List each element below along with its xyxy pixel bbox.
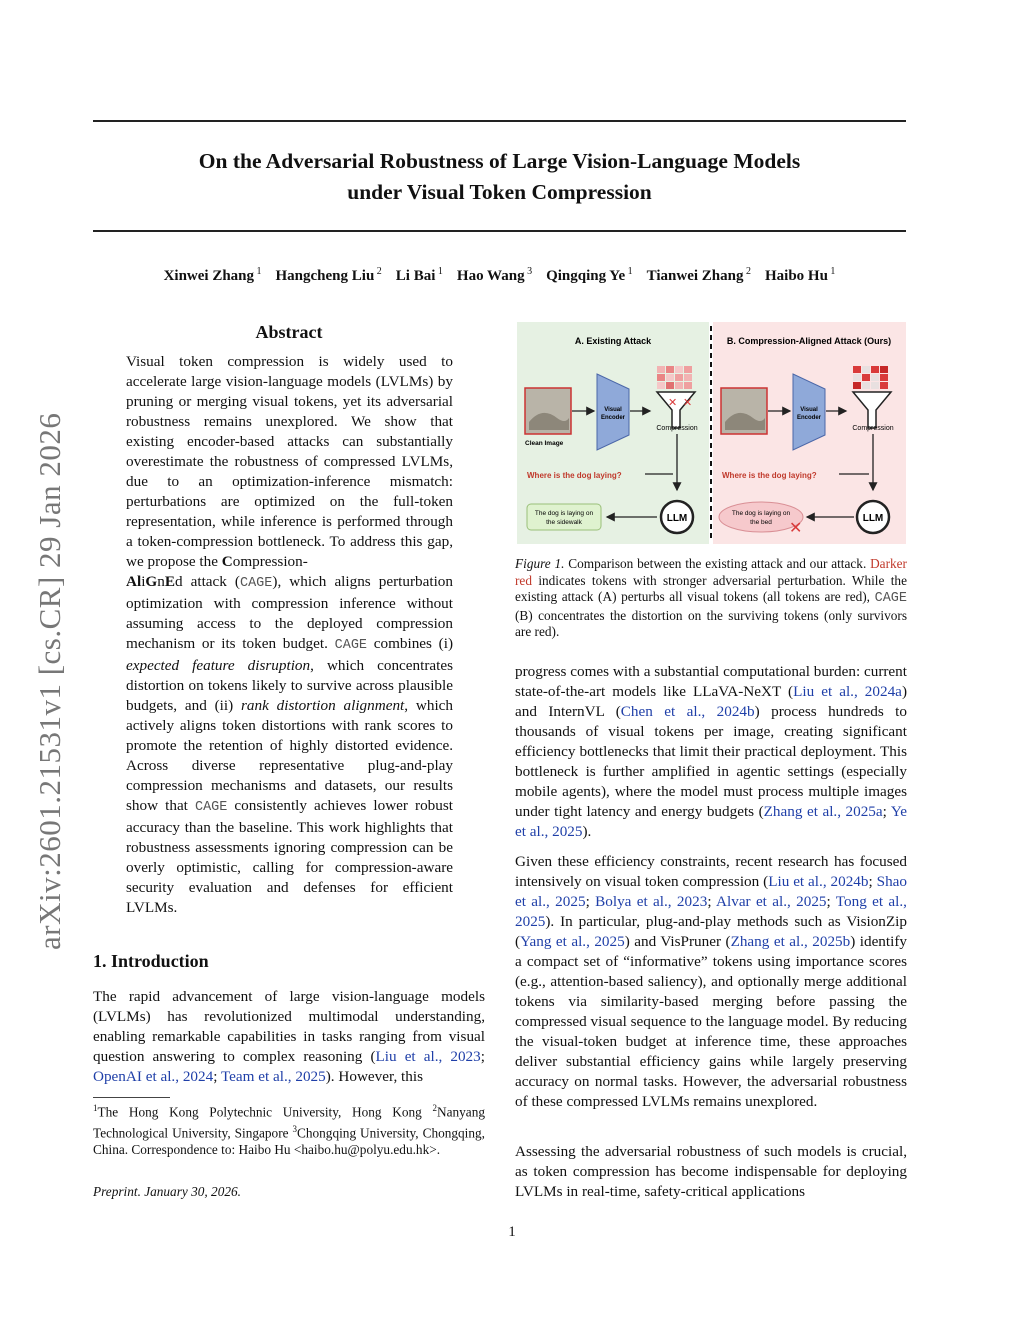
token-cell: [862, 366, 870, 373]
author-affiliation: 1: [625, 266, 633, 277]
preprint-note: Preprint. January 30, 2026.: [93, 1184, 241, 1199]
citation-link[interactable]: Zhang et al., 2025b: [730, 933, 851, 950]
question-text: Where is the dog laying?: [527, 471, 622, 480]
token-cell: [871, 382, 879, 389]
token-cell: [880, 374, 888, 381]
token-cell: [666, 382, 674, 389]
token-cell: [853, 366, 861, 373]
llm-label: LLM: [862, 513, 884, 524]
encoder-label: Visual: [604, 407, 622, 413]
token-cell: [657, 382, 665, 389]
answer-box-a: [527, 504, 601, 530]
page-number: 1: [508, 1224, 516, 1240]
cross-icon: ✕: [668, 397, 678, 409]
token-cell: [675, 382, 683, 389]
author-name: Xinwei Zhang $^1$: [163, 266, 262, 284]
token-cell: [853, 374, 861, 381]
encoder-label: Encoder: [796, 415, 822, 421]
llm-label: LLM: [666, 513, 688, 524]
right-paragraph-3: Assessing the adversarial robustness of such models is crucial, as token compression has become indispensable for deploying LVLMs in real-time, safety-critical applications: [515, 1143, 907, 1200]
compression-label: Compression: [852, 425, 894, 432]
token-cell: [853, 382, 861, 389]
author-list: [93, 266, 906, 285]
author-affiliation: 3: [524, 266, 533, 277]
token-cell: [684, 382, 692, 389]
author-name: Haibo Hu $^1$: [764, 266, 836, 284]
token-cell: [880, 382, 888, 389]
token-cell: [862, 382, 870, 389]
author-name: Li Bai $^1$: [395, 266, 443, 284]
title-top-rule: [93, 120, 906, 122]
author-affiliation: 2: [374, 266, 382, 277]
panel-a-title: A. Existing Attack: [574, 336, 652, 346]
token-cell: [666, 366, 674, 373]
token-cell: [880, 366, 888, 373]
citation-link[interactable]: Bolya et al., 2023: [595, 893, 708, 910]
answer-text: the sidewalk: [546, 519, 582, 526]
citation-link[interactable]: OpenAI et al., 2024: [93, 1068, 214, 1085]
token-cell: [675, 366, 683, 373]
citation-link[interactable]: Liu et al., 2024a: [793, 683, 902, 700]
section-heading-introduction: 1. Introduction: [93, 951, 209, 971]
cross-icon: ✕: [683, 397, 693, 409]
abstract-text: Visual token compression is widely used to accelerate large vision-language models (LVLMs) by pruning or merging visual tokens, yet its adversarial robustness remains unexplored. We show that existing encoder-based attacks can substantially overestimate the robustness of compressed LVLMs, due to an optimization-inference mismatch: perturbations are optimized on the full-token representation, while inference is performed through a token-compression bottleneck. To address this gap, we propose the Compression- AliGnEd attack (CAGE), which aligns perturbation optimization with compression inference without assuming access to the deployed compression mechanism or its token budget. CAGE combines (i) expected feature disruption, which concentrates distortion on tokens likely to survive across plausible budgets, and (ii) rank distortion alignment, which actively aligns token distortions with rank scores to promote the retention of highly distorted evidence. Across diverse representative plug-and-play compression mechanisms and datasets, our results show that CAGE consistently achieves lower robust accuracy than the baseline. This work highlights that robustness assessments ignoring compression can be overly optimistic, calling for compression-aware security evaluation and defenses for efficient LVLMs.: [126, 353, 454, 916]
author-affiliation: 1: [435, 266, 443, 277]
title-line-2: under Visual Token Compression: [347, 180, 652, 204]
citation-link[interactable]: Zhang et al., 2025a: [763, 803, 883, 820]
title-line-1: On the Adversarial Robustness of Large Vision-Language Models: [198, 149, 801, 173]
citation-link[interactable]: Chen et al., 2024b: [620, 703, 755, 720]
answer-text: the bed: [750, 519, 772, 526]
author-affiliation: 1: [254, 266, 262, 277]
token-cell: [871, 374, 879, 381]
token-cell: [657, 374, 665, 381]
author-affiliation: 2: [743, 266, 751, 277]
author-name: Tianwei Zhang $^2$: [646, 266, 751, 284]
paper-title: [93, 146, 906, 208]
citation-link[interactable]: Yang et al., 2025: [520, 933, 625, 950]
compression-label: Compression: [656, 425, 698, 432]
citation-link[interactable]: Liu et al., 2024b: [768, 873, 869, 890]
citation-link[interactable]: Tong et al., 2025: [515, 893, 907, 930]
citation-link[interactable]: Ye et al., 2025: [515, 803, 907, 840]
abstract-heading: Abstract: [255, 322, 323, 342]
citation-link[interactable]: Shao et al., 2025: [515, 873, 907, 910]
arxiv-stamp: arXiv:2601.21531v1 [cs.CR] 29 Jan 2026: [32, 412, 67, 950]
panel-b-title: B. Compression-Aligned Attack (Ours): [726, 336, 892, 346]
author-name: Hangcheng Liu $^2$: [275, 266, 382, 284]
question-text: Where is the dog laying?: [722, 471, 817, 480]
footnote-rule: [93, 1097, 170, 1098]
encoder-label: Visual: [800, 407, 818, 413]
citation-link[interactable]: Alvar et al., 2025: [716, 893, 827, 910]
citation-link[interactable]: Team et al., 2025: [220, 1068, 326, 1085]
intro-paragraph: The rapid advancement of large vision-language models (LVLMs) has revolutionized multimodal understanding, enabling remarkable capabilities in tasks ranging from visual question answering to complex reasoning (Liu et al., 2023; OpenAI et al., 2024; Team et al., 2025). However, this: [93, 988, 485, 1085]
author-name: Qingqing Ye $^1$: [546, 266, 633, 284]
answer-text: The dog is laying on: [731, 510, 791, 517]
encoder-label: Encoder: [600, 415, 626, 421]
wrong-answer-icon: ✕: [789, 520, 803, 537]
token-cell: [862, 374, 870, 381]
right-paragraph-1: progress comes with a substantial computational burden: current state-of-the-art models like LLaVA-NeXT (Liu et al., 2024a) and InternVL (Chen et al., 2024b) process hundreds to thousands of visual tokens per image, creating significant efficiency bottlenecks that limit their practical deployment. This bottleneck is further amplified in agentic settings (especially mobile agents), where the model must process multiple images under tight latency and energy budgets (Zhang et al., 2025a; Ye et al., 2025).: [515, 663, 907, 840]
figure-caption: Figure 1. Comparison between the existing attack and our attack. Darker red indicates tokens with stronger adversarial perturbation. While the existing attack (A) perturbs all visual tokens (all tokens are red), CAGE (B) concentrates the distortion on the surviving tokens (only survivors are red).: [515, 556, 907, 639]
answer-text: The dog is laying on: [534, 510, 594, 517]
affiliations-footnote: $^1$The Hong Kong Polytechnic University, Hong Kong $^2$Nanyang Technological University, Singapore $^3$Chongqing University, Chongqing, China. Correspondence to: Haibo Hu <haibo.hu@polyu.edu.hk>.: [93, 1103, 486, 1157]
author-affiliation: 1: [827, 266, 836, 277]
title-bottom-rule: [93, 230, 906, 232]
token-cell: [871, 366, 879, 373]
token-cell: [684, 374, 692, 381]
author-name: Hao Wang $^3$: [456, 266, 533, 284]
right-paragraph-2: Given these efficiency constraints, recent research has focused intensively on visual token compression (Liu et al., 2024b; Shao et al., 2025; Bolya et al., 2023; Alvar et al., 2025; Tong et al., 2025). In particular, plug-and-play methods such as VisionZip (Yang et al., 2025) and VisPruner (Zhang et al., 2025b) identify a compact set of “informative” tokens using importance scores (e.g., attention-based saliency), and optionally merge additional tokens via similarity-based merging before passing the compressed visual sequence to the language model. By reducing the visual-token budget at inference time, these approaches deliver substantial efficiency gains while largely preserving accuracy on normal tasks. However, the adversarial robustness of these compressed LVLMs remains unexplored.: [515, 853, 907, 1110]
token-cell: [657, 366, 665, 373]
figure-1: [517, 322, 906, 544]
token-cell: [675, 374, 683, 381]
token-cell: [666, 374, 674, 381]
clean-image-label: Clean Image: [525, 440, 564, 447]
figure-diagram: [517, 322, 906, 544]
token-cell: [684, 366, 692, 373]
citation-link[interactable]: Liu et al., 2023: [375, 1048, 481, 1065]
